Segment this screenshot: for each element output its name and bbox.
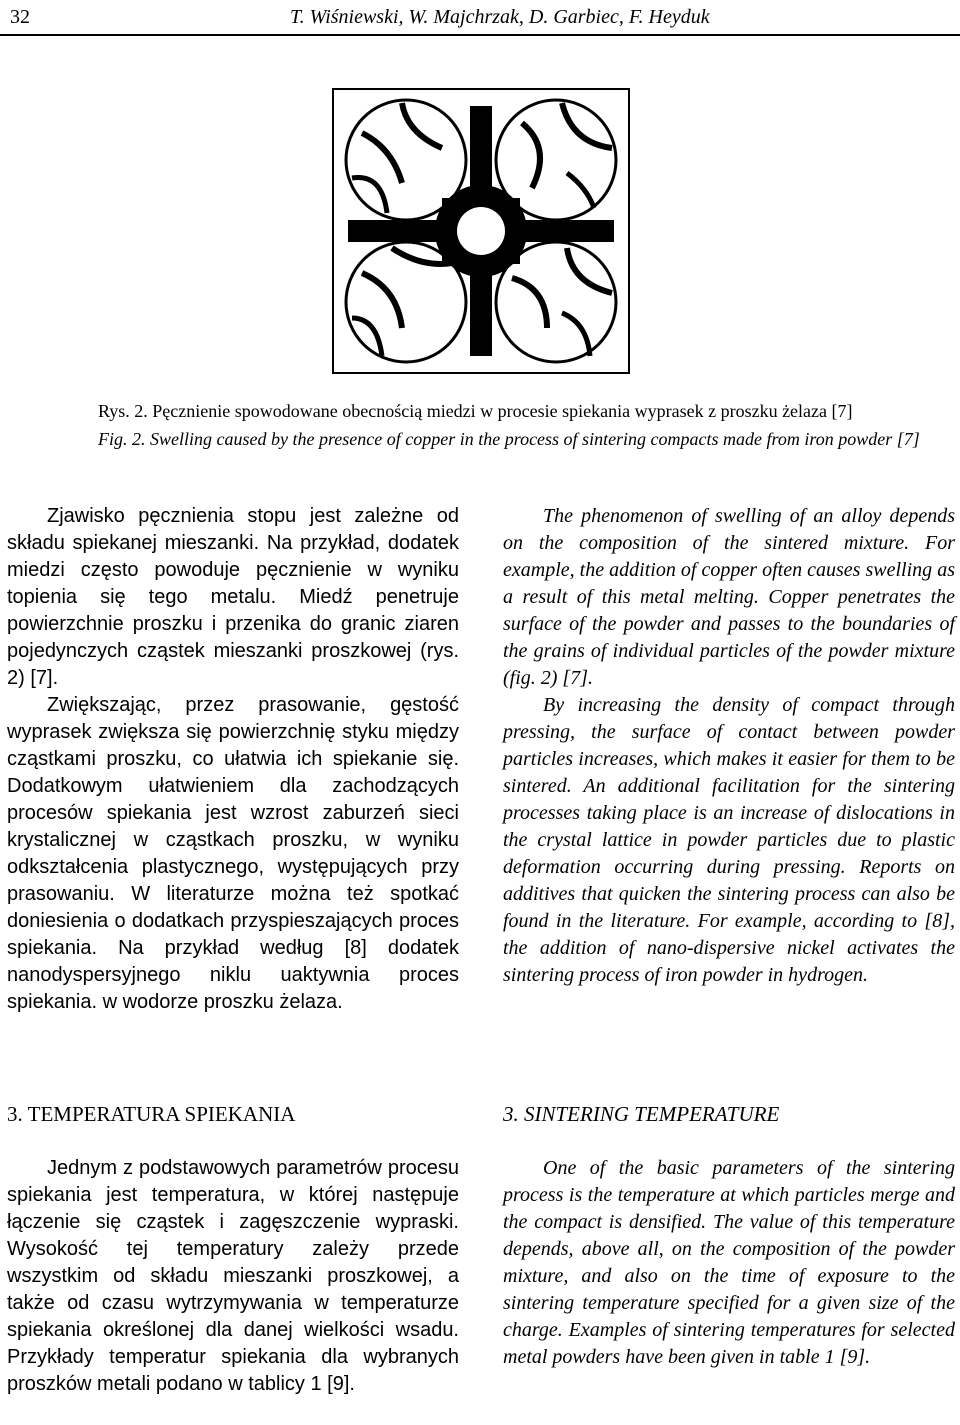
section-heading-pl: 3. TEMPERATURA SPIEKANIA xyxy=(7,1102,296,1126)
running-title: T. Wiśniewski, W. Majchrzak, D. Garbiec, F. Heyduk xyxy=(290,6,710,28)
swelling-diagram xyxy=(332,88,630,374)
left-paragraph-2: Zwiększając, przez prasowanie, gęstość wyprasek zwiększa się powierzchnię styku między cząstkami proszku, co ułatwia ich spiekanie się. Dodatkowym ułatwieniem dla zachodzących procesów spiekania jest wzrost zaburzeń sieci krystalicznej w cząstkach proszku, w wyniku odkształcenia plastycznego, występujących przy prasowaniu. W literaturze można też spotkać doniesienia o dodatkach przyspieszających proces spiekania. Na przykład według [8] dodatek nanodyspersyjnego niklu uaktywnia proces spiekania. w wodorze proszku żelaza. xyxy=(7,694,459,1013)
pore xyxy=(457,207,505,255)
header-rule xyxy=(0,34,960,36)
right-paragraph-1: The phenomenon of swelling of an alloy depends on the composition of the sintered mixture. For example, the addition of copper often causes swelling as a result of this metal melting. Copper penetrates the surface of the powder and passes to the boundaries of the grains of individual particles of the powder mixture (fig. 2) [7]. xyxy=(503,505,955,689)
page-number: 32 xyxy=(10,6,30,28)
right-column-body xyxy=(503,503,955,989)
right-paragraph-2: By increasing the density of compact through pressing, the surface of contact between powder particles increases, which makes it easier for them to be sintered. An additional facilitation for the sintering processes taking place is an increase of dislocations in the crystal lattice in powder particles due to plastic deformation occurring during pressing. Reports on additives that quicken the sintering process can also be found in the literature. For example, according to [8], the addition of nano-dispersive nickel activates the sintering process of iron powder in hydrogen. xyxy=(503,694,955,986)
left-column-body xyxy=(7,503,459,1016)
figure-caption-pl: Rys. 2. Pęcznienie spowodowane obecnością miedzi w procesie spiekania wyprasek z proszku żelaza [7] xyxy=(98,401,853,421)
section-heading-en: 3. SINTERING TEMPERATURE xyxy=(503,1102,780,1126)
left-paragraph-1: Zjawisko pęcznienia stopu jest zależne od składu spiekanej mieszanki. Na przykład, dodatek miedzi często powoduje pęcznienie w wyniku topienia się tego metalu. Miedź penetruje powierzchnie proszku i przenika do granic ziaren pojedynczych cząstek mieszanki proszkowej (rys. 2) [7]. xyxy=(7,505,459,689)
running-header xyxy=(0,0,960,34)
left-column-section-3 xyxy=(7,1155,459,1398)
left-paragraph-3: Jednym z podstawowych parametrów procesu spiekania jest temperatura, w której następuje łączenie się cząstek i zagęszczenie wypraski. Wysokość tej temperatury zależy przede wszystkim od składu mieszanki proszkowej, a także od czasu wytrzymywania w temperaturze spiekania określonej dla danej wielkości wsadu. Przykłady temperatur spiekania dla wybranych proszków metali podano w tablicy 1 [9]. xyxy=(7,1157,459,1395)
right-column-section-3 xyxy=(503,1155,955,1371)
figure-caption-en: Fig. 2. Swelling caused by the presence of copper in the process of sintering compacts made from iron powder [7] xyxy=(98,429,920,449)
right-paragraph-3: One of the basic parameters of the sintering process is the temperature at which particles merge and the compact is densified. The value of this temperature depends, above all, on the composition of the powder mixture, and also on the time of exposure to the sintering temperature specified for a given size of the charge. Examples of sintering temperatures for selected metal powders have been given in table 1 [9]. xyxy=(503,1157,955,1368)
